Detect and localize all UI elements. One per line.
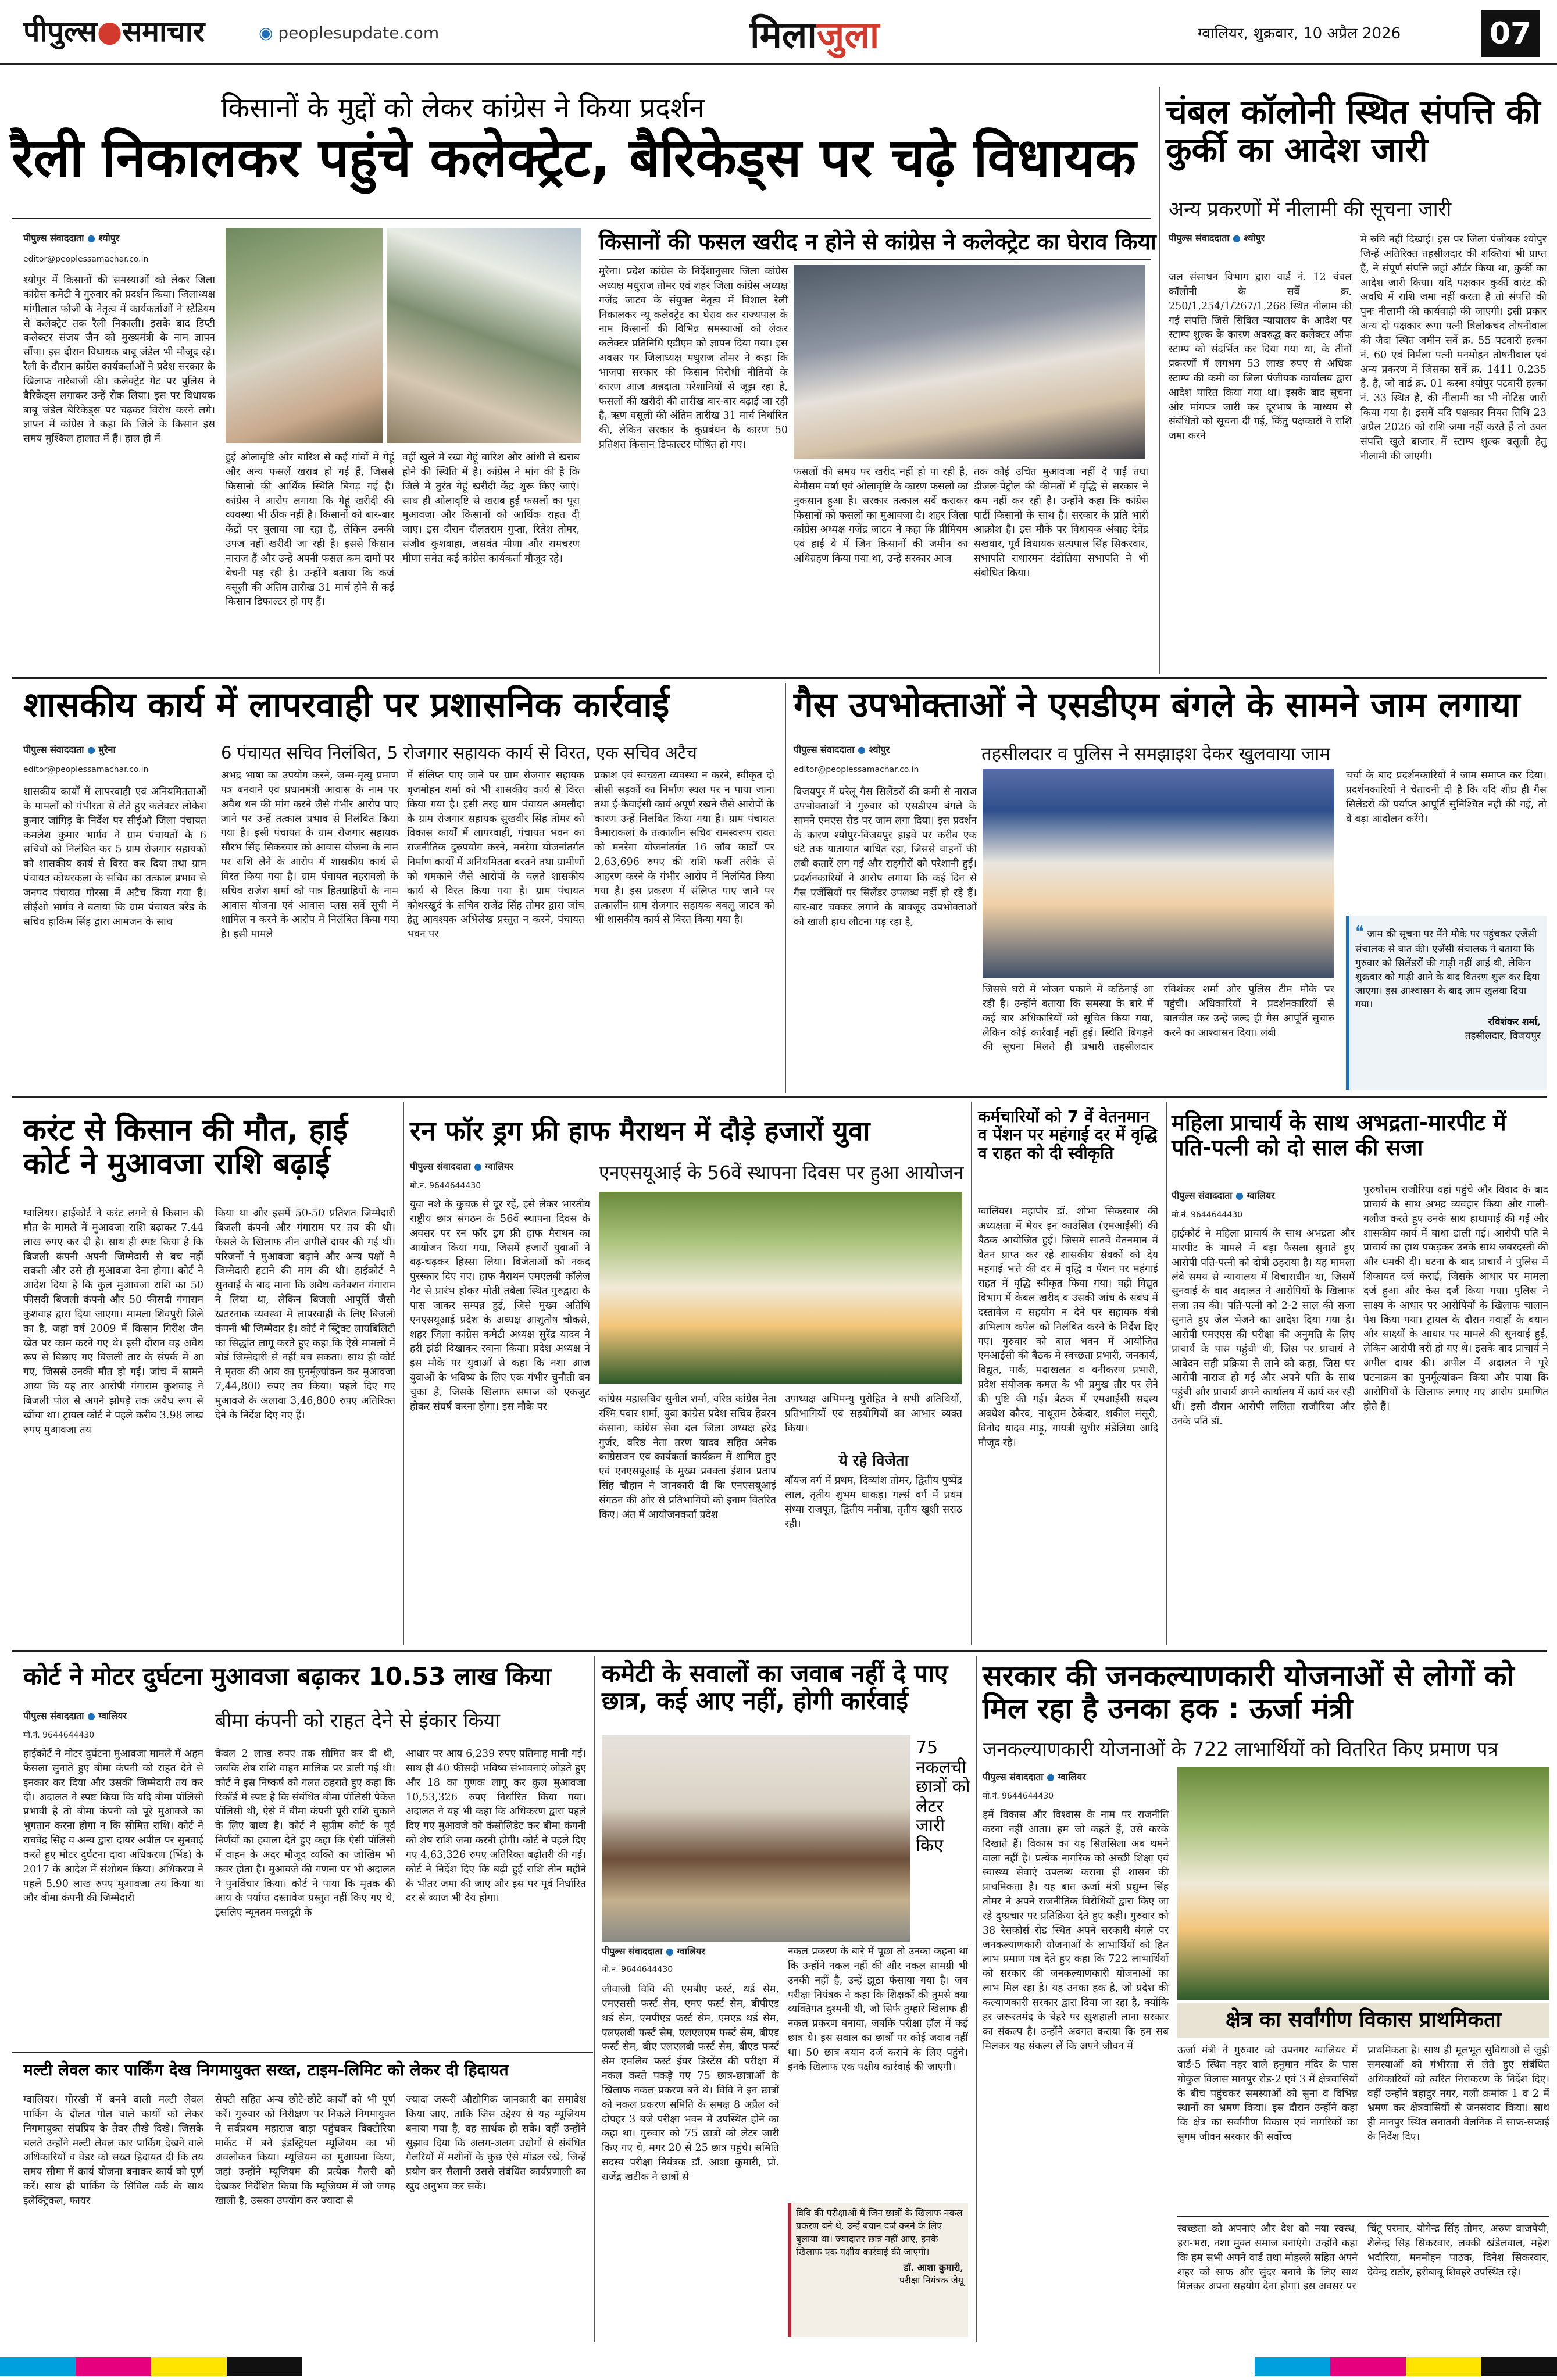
story13-byline (983, 1770, 1086, 1783)
byline-name: पीपुल्स संवाददाता (1172, 1190, 1233, 1201)
story12-headline: कमेटी के सवालों का जवाब नहीं दे पाए छात्र, कई आए नहीं, होगी कार्रवाई (602, 1659, 948, 1716)
story13-col5: चिंटू परमार, योगेन्द्र सिंह तोमर, अरुण वाजपेयी, शैलेन्द्र सिंह सिकरवार, लक्की खंडेलवाल, महेश भदौरिया, मनमोहन पाठक, दिनेश सिकरवार, देवेन्द्र राठौर, हरीबाबू शिवहरे उपस्थित रहे। (1367, 2223, 1549, 2278)
masthead (0, 0, 1557, 65)
story11-col1: ग्वालियर। गोरखी में बनने वाली मल्टी लेवल पार्किंग के दौलत पोल वाले कार्यों को लेकर निगमायुक्त संघप्रिय के तेवर तीखे दिखे। जिसके चलते उन्होंने मल्टी लेवल कार पार्किंग देखने वाले अधिकारियों व वेंडर को सख्त हिदायत दी कि तय समय सीमा में कार्य योजना बनाकर कार्य को पूर्ण करें। साथ ही पार्किंग के सिविल वर्क के साथ इलेक्ट्रिकल, फायर (23, 2094, 203, 2207)
divider (976, 1656, 977, 2342)
quote-icon: ❝ (1355, 922, 1365, 941)
story12-col2: नकल प्रकरण के बारे में पूछा तो उनका कहना था कि उन्होंने नकल नहीं की और नकल सामग्री भी उनकी नहीं है, उन्हें झूठा फंसाया गया है। जब परीक्षा नियंत्रक ने कहा कि शिक्षकों की तुमसे क्या व्यक्तिगत दुश्मनी थी, जो सिर्फ तुम्हारे खिलाफ ही नकल प्रकरण बनाया, जबकि परीक्षा हॉल में कई छात्र थे। इस सवाल का छात्रों पर कोई जवाब नहीं था। 50 छात्र बयान दर्ज कराने के लिए पहुंचे। इनके खिलाफ एक पक्षीय कार्रवाई की जाएगी। (788, 1946, 968, 2073)
magenta-block (76, 2357, 151, 2376)
yellow-block (1406, 2357, 1481, 2376)
divider (971, 1102, 972, 1645)
story4-byline (23, 743, 116, 756)
story12-col1: जीवाजी विवि की एमबीए फर्स्ट, थर्ड सेम, एमएससी फर्स्ट सेम, एमए फर्स्ट सेम, बीपीएड थर्ड सेम, एमपीएड फर्स्ट सेम, एमएड थर्ड सेम, एलएलबी फर्स्ट सेम, एलएलएम फर्स्ट सेम, बीएड फर्स्ट सेम, बीए एलएलबी फर्स्ट सेम, बीएड फर्स्ट सेम एमलिब फर्स्ट ईयर डिस्टेंस की परीक्षा में नकल करते पकड़े गए 75 छात्र-छात्राओं के खिलाफ नकल प्रकरण बने थे। विवि ने इन छात्रों को नकल प्रकरण समिति के समक्ष 8 अप्रैल को दोपहर 3 बजे परीक्षा भवन में उपस्थित होने का कहा था। गुरुवार को 75 छात्रों को लेटर जारी किए गए थे, मगर 20 से 25 छात्र पहुंचे। समिति सदस्य परीक्षा नियंत्रक डॉ. आशा कुमारी, प्रो. राजेंद्र खटीक ने छात्रों से (602, 1984, 779, 2183)
story5-col1: विजयपुर में घरेलू गैस सिलेंडरों की कमी से नाराज उपभोक्ताओं ने गुरुवार को एसडीएम बंगले के सामने एमएस रोड पर जाम लगा दिया। इस प्रदर्शन के कारण श्योपुर-विजयपुर हाइवे पर करीब एक घंटे तक यातायात बाधित रहा, जिससे वाहनों की लंबी कतारें लग गईं और राहगीरों को परेशानी हुई। प्रदर्शनकारियों ने आरोप लगाया कि कई दिन से गैस एजेंसियों पर सिलेंडर उपलब्ध नहीं हो रहे हैं। बार-बार चक्कर लगाने के बावजूद उपभोक्ताओं को खाली हाथ लौटना पड़ रहा है, (794, 786, 977, 928)
story5-quote-title: तहसीलदार, विजयपुर (1465, 1030, 1541, 1042)
globe-icon: ◉ (259, 23, 273, 42)
story5-email: editor@peoplessamachar.co.in (794, 765, 919, 774)
page-number: 07 (1481, 10, 1540, 57)
story2-col1: मुरैना। प्रदेश कांग्रेस के निर्देशानुसार जिला कांग्रेस अध्यक्ष मधुराज तोमर एवं शहर जिला कांग्रेस अध्यक्ष गजेंद्र जाटव के संयुक्त नेतृत्व में विशाल रैली निकालकर न्यू कलेक्ट्रेट का घेराव कर राज्यपाल के नाम किसानों की विभिन्न समस्याओं को लेकर कलेक्टर प्रतिनिधि एडीएम को ज्ञापन दिया गया। इस अवसर पर जिलाध्यक्ष मधुराज तोमर ने कहा कि भाजपा सरकार की किसान विरोधी नीतियों के कारण आज अन्नदाता परेशानियों से जूझ रहा है, फसलों की खरीदी की तारीख बार-बार बढ़ाई जा रही है, ऋण वसूली की अंतिम तारीख 31 मार्च निर्धारित की, लेकिन सरकार के कुप्रबंधन के कारण 50 प्रतिशत किसान डिफाल्टर घोषित हो गए। (599, 266, 788, 451)
divider (1177, 2216, 1549, 2217)
byline-name: पीपुल्स संवाददाता (23, 233, 84, 244)
story5-col3: चर्चा के बाद प्रदर्शनकारियों ने जाम समाप्त कर दिया। प्रदर्शनकारियों ने चेतावनी दी है कि यदि शीघ्र ही गैस सिलेंडरों की पर्याप्त आपूर्ति सुनिश्चित नहीं की गई, तो वे बड़ा आंदोलन करेंगे। (1346, 770, 1547, 825)
story1-kicker: किसानों के मुद्दों को लेकर कांग्रेस ने किया प्रदर्शन (221, 92, 705, 124)
story4-headline: शासकीय कार्य में लापरवाही पर प्रशासनिक कार्रवाई (23, 685, 670, 726)
story5-quote (1346, 916, 1547, 1090)
black-block (1481, 2357, 1557, 2376)
story4-subhead: 6 पंचायत सचिव निलंबित, 5 रोजगार सहायक कार्य से विरत, एक सचिव अटैच (221, 743, 697, 763)
story7-photo (599, 1192, 962, 1384)
story6-headline: करंट से किसान की मौत, हाई कोर्ट ने मुआवजा राशि बढ़ाई (23, 1113, 348, 1182)
story5-photo (983, 769, 1334, 978)
divider (12, 1096, 1547, 1098)
dateline: ग्वालियर, शुक्रवार, 10 अप्रैल 2026 (1198, 25, 1401, 42)
story1-byline (23, 231, 119, 244)
story12-side-text: 75 नकलची छात्रों को लेटर जारी किए (916, 1738, 970, 1856)
divider (12, 677, 1547, 679)
byline-location: ग्वालियर (485, 1161, 513, 1172)
section-title-a: मिला (750, 14, 817, 57)
story6-col2: किया था और इसमें 50-50 प्रतिशत जिम्मेदारी बिजली कंपनी और गंगाराम पर तय की थी। फैसले के खिलाफ तीन अपीलें दायर की गई थीं। परिजनों ने मुआवजा बढ़ाने और अन्य पक्षों ने जिम्मेदारी हटाने की मांग की थी। हाईकोर्ट ने सुनवाई के बाद माना कि अवैध कनेक्शन गंगाराम ने लिया था, लेकिन बिजली आपूर्ति जैसी खतरनाक व्यवस्था में लापरवाही के लिए बिजली कंपनी भी जिम्मेदार है। कोर्ट ने स्ट्रिक्ट लायबिलिटी का सिद्धांत लागू करते हुए कहा कि ऐसे मामलों में बोर्ड जिम्मेदारी से नहीं बच सकता। साथ ही कोर्ट ने मृतक की आय का पुनर्मूल्यांकन कर मुआवजा 7,44,800 रुपए तय किया। पहले दिए गए मुआवजे के अलावा 3,46,800 रुपए अतिरिक्त देने के निर्देश दिए गए हैं। (215, 1207, 395, 1421)
story2-headline: किसानों की फसल खरीद न होने से कांग्रेस ने कलेक्ट्रेट का घेराव किया (599, 229, 1156, 255)
story12-quote-text: विवि की परीक्षाओं में जिन छात्रों के खिलाफ नकल प्रकरण बने थे, उन्हें बयान दर्ज करने के लिए बुलाया था। ज्यादातर छात्र नहीं आए, इनके खिलाफ एक पक्षीय कार्रवाई की जाएगी। (796, 2207, 963, 2258)
story11-col3: ज्यादा जरूरी औद्योगिक जानकारी का समावेश किया जाए, ताकि जिस उद्देश्य से यह म्यूजियम बनाया गया है, वह सार्थक हो सके। वहीं उन्होंने सुझाव दिया कि अलग-अलग उद्योगों से संबंधित गैलरियों में मशीनों के कुछ ऐसे मॉडल रखे, जिन्हें प्रयोग कर सैलानी उससे संबंधित कार्यप्रणाली का खुद अनुभव कर सकें। (406, 2094, 586, 2193)
story12-quote-name: डॉ. आशा कुमारी, (903, 2261, 963, 2273)
story1-col3: वहीं खुले में रखा गेहूं बारिश और आंधी से खराब होने की स्थिति में है। कांग्रेस ने मांग की है कि जिले में तुरंत गेहूं खरीदी केंद्र शुरू किए जाएं। साथ ही ओलावृष्टि से खराब हुई फसलों का पूरा मुआवजा और किसानों को आर्थिक राहत दी जाए। इस दौरान दौलतराम गुप्ता, रितेश तोमर, संजीव कुशवाहा, जसवंत मीणा और रामचरण मीणा समेत कई कांग्रेस कार्यकर्ता मौजूद रहे। (402, 452, 580, 564)
story7-byline (410, 1160, 513, 1173)
byline-name: पीपुल्स संवाददाता (983, 1771, 1044, 1782)
logo-dot-icon: ● (97, 15, 123, 48)
story12-quote-title: परीक्षा नियंत्रक जेयू (899, 2274, 963, 2286)
story10-col3: आधार पर आय 6,239 रुपए प्रतिमाह मानी गई। साथ ही 40 फीसदी भविष्य संभावनाएं जोड़ते हुए और 18 का गुणक लागू कर कुल मुआवजा 10,53,326 रुपए निर्धारित किया गया। अदालत ने यह भी कहा कि अधिकरण द्वारा पहले दिए गए मुआवजे को कंसोलिडेट कर बीमा कंपनी को शेष राशि जमा करनी होगी। कोर्ट ने पहले दिए गए 4,63,326 रुपए अतिरिक्त बढ़ोतरी की गई। कोर्ट ने निर्देश दिए कि बढ़ी हुई राशि तीन महीने के भीतर जमा की जाए और इस पर पूर्व निर्धारित दर से ब्याज भी देय होगा। (406, 1748, 586, 1904)
website-link[interactable] (259, 23, 439, 42)
story4-col3: में संलिप्त पाए जाने पर ग्राम रोजगार सहायक बृजमोहन शर्मा को भी शासकीय कार्य से विरत किया गया है। इसी तरह ग्राम पंचायत अमलौदा के ग्राम रोजगार सहायक सुखवीर सिंह तोमर को विकास कार्यों में लापरवाही, पंचायत भवन का राजनीतिक दुरुपयोग करने, मनरेगा योजनांतर्गत निर्माण कार्यों में अनियमितता बरतने तथा ग्रामीणों को धमकाने जैसे आरोपों के चलते शासकीय कार्य से विरत किया गया है। ग्राम पंचायत कोथरखुर्द के सचिव राजेंद्र सिंह तोमर द्वारा जांच हेतु आवश्यक अभिलेख प्रस्तुत न करने, पंचायत भवन पर (407, 770, 584, 941)
story9-col1: हाईकोर्ट ने महिला प्राचार्य के साथ अभद्रता और मारपीट के मामले में बड़ा फैसला सुनाते हुए आरोपी पति-पत्नी को दोषी ठहराया है। यह मामला लंबे समय से न्यायालय में विचाराधीन था, जिसमें सुनवाई के बाद अदालत ने आरोपियों के खिलाफ सजा तय की। पति-पत्नी को 2-2 साल की सजा सुनाते हुए जेल भेजने का आदेश दिया गया है। आरोपी एमएएस की परीक्षा की अनुमति के लिए प्राचार्य के पास पहुंची थी, जिस पर प्राचार्य ने आवेदन सही प्रक्रिया से लाने को कहा, जिस पर आरोपी नाराज हो गई और अपने पति के साथ पहुंची और प्राचार्य अपने कार्यालय में कार्य कर रही थीं। इसी दौरान आरोपी ललिता राजौरिया और उनके पति डॉ. (1172, 1228, 1355, 1427)
story3-byline (1169, 231, 1265, 244)
bullet-icon: ● (473, 1161, 482, 1172)
divider (12, 1650, 1547, 1652)
story7-winners-title: ये रहे विजेता (838, 1452, 909, 1470)
cyan-block (1255, 2357, 1330, 2376)
story1-photo-2 (387, 228, 581, 443)
divider (599, 259, 1151, 260)
story10-headline: कोर्ट ने मोटर दुर्घटना मुआवजा बढ़ाकर 10.53 लाख किया (23, 1662, 551, 1691)
story3-subhead: अन्य प्रकरणों में नीलामी की सूचना जारी (1169, 198, 1452, 221)
story12-byline (602, 1945, 705, 1957)
byline-location: ग्वालियर (1247, 1190, 1275, 1201)
story10-col1: हाईकोर्ट ने मोटर दुर्घटना मुआवजा मामले में अहम फैसला सुनाते हुए बीमा कंपनी को राहत देने से इनकार कर दिया और उसकी जिम्मेदारी तय कर दी। अदालत ने स्पष्ट किया कि यदि बीमा पॉलिसी प्रभावी है तो बीमा कंपनी को पूरे मुआवजे का भुगतान करना होगा न कि सीमित राशि। कोर्ट ने राघवेंद्र सिंह व अन्य द्वारा दायर अपील पर सुनवाई करते हुए मोटर दुर्घटना दावा अधिकरण (भिंड) के 2017 के आदेश में संशोधन किया। अधिकरण ने पहले 5.90 लाख रुपए मुआवजा तय किया था और बीमा कंपनी की जिम्मेदारी (23, 1748, 203, 1904)
story1-headline: रैली निकालकर पहुंचे कलेक्ट्रेट, बैरिकेड्स पर चढ़े विधायक (12, 127, 1137, 189)
story13-phone: मो.नं. 9644644430 (983, 1792, 1054, 1801)
story3-col1: जल संसाधन विभाग द्वारा वार्ड नं. 12 चंबल कॉलोनी के सर्वे क्र. 250/1,254/1/267/1,268 स्थित नीलाम की गई संपत्ति जिसे सिविल न्यायालय के आदेश पर स्टाम्प शुल्क के कारण अवरुद्ध कर कलेक्टर ऑफ स्टाम्प को संदर्भित कर दिया गया था, के तीनों प्रकरणों में लगभग 53 लाख रुपए से अधिक स्टाम्प की कमी का जिला पंजीयक कार्यालय द्वारा आदेश पारित किया गया था। इसके बाद सूचना और मांगपत्र जारी कर दूरभाष के माध्यम से संबंधितों को सूचना दी गई, किंतु पक्षकारों ने राशि जमा करने (1169, 271, 1352, 442)
story13-photo (1177, 1767, 1549, 2000)
story13-caption: क्षेत्र का सर्वांगीण विकास प्राथमिकता (1177, 2003, 1549, 2038)
story8-headline: कर्मचारियों को 7 वें वेतनमान व पेंशन पर महंगाई दर में वृद्धि व राहत को दी स्वीकृति (978, 1107, 1158, 1163)
color-registration-strip (0, 2357, 1557, 2376)
story6-col1: ग्वालियर। हाईकोर्ट ने करंट लगने से किसान की मौत के मामले में मुआवजा राशि बढ़ाकर 7.44 लाख रुपए कर दी है। साथ ही स्पष्ट किया है कि बिजली कंपनी अपनी जिम्मेदारी से बच नहीं सकती और उसे ही मुआवजा देना होगा। कोर्ट ने आदेश दिया है कि कुल मुआवजा राशि का 50 फीसदी बिजली कंपनी और 50 फीसदी गंगाराम कुशवाह द्वारा दिया जाएगा। मामला शिवपुरी जिले का है, जहां वर्ष 2009 में किसान गिरीश जैन खेत पर काम करने गए थे। इसी दौरान वह अवैध रूप से बिछाए गए बिजली तार के संपर्क में आ गए, जिससे उनकी मौत हो गई। जांच में सामने आया कि यह तार आरोपी गंगाराम कुशवाह ने बिजली पोल से अपने झोपड़े तक अवैध रूप से खींचा था। ट्रायल कोर्ट ने पहले करीब 3.98 लाख रुपए मुआवजा तय (23, 1207, 203, 1436)
divider (12, 2052, 593, 2053)
story7-subhead: एनएसयूआई के 56वें स्थापना दिवस पर हुआ आयोजन (599, 1162, 964, 1184)
story2-col3: तक कोई उचित मुआवजा नहीं दे पाई तथा डीजल-पेट्रोल की कीमतों में वृद्धि से सरकार ने कम नहीं कर रही है। उन्होंने कहा कि कांग्रेस पार्टी किसानों के साथ है। सरकार के प्रति भारी आक्रोश है। इस मौके पर विधायक अंबाह देवेंद्र सखवार, पूर्व विधायक सत्यपाल सिंह सिकरवार, सभापति राधारमन दंडोतिया सभापति ने भी संबोधित किया। (974, 466, 1148, 579)
story7-winners: बॉयज वर्ग में प्रथम, दिव्यांश तोमर, द्वितीय पुष्पेंद्र लाल, तृतीय शुभम धाकड़। गर्ल्स वर्ग में प्रथम संध्या राजपूत, द्वितीय मनीषा, तृतीय खुशी सराठ रही। (785, 1475, 962, 1530)
story13-headline: सरकार की जनकल्याणकारी योजनाओं से लोगों को मिल रहा है उनका हक : ऊर्जा मंत्री (983, 1659, 1515, 1725)
byline-name: पीपुल्स संवाददाता (410, 1161, 471, 1172)
bullet-icon: ● (1235, 1190, 1244, 1201)
story10-phone: मो.नं. 9644644430 (23, 1731, 95, 1740)
byline-name: पीपुल्स संवाददाता (1169, 233, 1230, 244)
black-block (227, 2357, 302, 2376)
story9-phone: मो.नं. 9644644430 (1172, 1210, 1243, 1220)
story5-quote-name: रविशंकर शर्मा, (1488, 1016, 1541, 1028)
story8-col1: ग्वालियर। महापौर डॉ. शोभा सिकरवार की अध्यक्षता में मेयर इन काउंसिल (एमआईसी) की बैठक आयोजित हुई। जिसमें सातवें वेतनमान में वेतन प्राप्त कर रहे शासकीय सेवकों को देय महंगाई भत्ते की दर में वृद्धि व पेंशन पर महंगाई राहत में वृद्धि स्वीकृत किया गया। वहीं विद्युत विभाग में केबल खरीद व उसकी जांच के संबंध में दस्तावेज व सहयोग न देने पर सहायक यंत्री अभिलाष कपेल को निलंबित करने के निर्देश दिए गए। गुरुवार को बाल भवन में आयोजित एमआईसी की बैठक में स्वच्छता प्रभारी, जनकार्य, विद्युत, पार्क, मदाखलत व वनीकरण प्रभारी, प्रदेश संयोजक कमल के भी प्रमुख तौर पर लेने की पुष्टि की गई। बैठक में एमआईसी सदस्य अवधेश कौरव, नाथूराम ठेकेदार, शकील मंसूरी, विनोद यादव माड़ू, गायत्री सुधीर मंडेलिया आदि मौजूद रहे। (978, 1206, 1158, 1449)
story1-photo-1 (226, 228, 383, 443)
story13-col2: ऊर्जा मंत्री ने गुरुवार को उपनगर ग्वालियर में वार्ड-5 स्थित नहर वाले हनुमान मंदिर के पास गोकुल विलास मानपुर रोड-2 एवं 3 में क्षेत्रवासियों के बीच पहुंचकर समस्याओं को सुना व विभिन्न स्थानों का भ्रमण किया। इस दौरान उन्होंने कहा कि क्षेत्र का सर्वांगीण विकास एवं नागरिकों का सुगम जीवन सरकार की सर्वोच्च (1177, 2045, 1358, 2143)
story10-subhead: बीमा कंपनी को राहत देने से इंकार किया (215, 1709, 501, 1732)
story13-subhead: जनकल्याणकारी योजनाओं के 722 लाभार्थियों को वितरित किए प्रमाण पत्र (983, 1738, 1498, 1760)
byline-name: पीपुल्स संवाददाता (23, 744, 84, 755)
story1-col2: हुई ओलावृष्टि और बारिश से कई गांवों में गेहूं और अन्य फसलें खराब हो गई हैं, जिससे किसानों की आर्थिक स्थिति बिगड़ गई है। कांग्रेस ने आरोप लगाया कि गेहूं खरीदी की व्यवस्था भी ठीक नहीं है। किसानों को बार-बार केंद्रों पर बुलाया जा रहा है, लेकिन उनकी उपज नहीं खरीदी जा रही है। इससे किसान नाराज हैं और उन्हें अपनी फसल कम दामों पर बेचनी पड़ रही है। उन्होंने बताया कि कर्ज वसूली की अंतिम तारीख 31 मार्च होने से कई किसान डिफाल्टर हो गए हैं। (226, 452, 394, 608)
divider (594, 1656, 595, 2342)
section-title-b: जुला (816, 14, 880, 57)
logo-left: पीपुल्स (23, 15, 97, 48)
story11-col2: सेफ्टी सहित अन्य छोटे-छोटे कार्यों को भी पूर्ण करें। गुरुवार को निरीक्षण पर निकले निगमायुक्त ने सर्वप्रथम महाराज बाड़ा पहुंचकर विक्टोरिया मार्केट में बने इंडस्ट्रियल म्यूजियम का भी अवलोकन किया। म्यूजियम का मुआयना किया, जहां उन्होंने म्यूजियम की प्रत्येक गैलरी को देखकर निर्देशित किया कि म्यूजियम में जो जगह खाली है, उसका उपयोग कर ज्यादा से (215, 2094, 395, 2207)
yellow-block (151, 2357, 227, 2376)
byline-location: मुरैना (98, 744, 116, 755)
story10-col2: केवल 2 लाख रुपए तक सीमित कर दी थी, जबकि शेष राशि वाहन मालिक पर डाली गई थी। कोर्ट ने इस निष्कर्ष को गलत ठहराते हुए कहा कि रिकॉर्ड में स्पष्ट है कि संबंधित बीमा पॉलिसी पैकेज पॉलिसी थी, ऐसे में बीमा कंपनी पूरी राशि चुकाने के लिए बाध्य है। कोर्ट ने सुप्रीम कोर्ट के पूर्व निर्णयों का हवाला देते हुए कहा कि ऐसी पॉलिसी में वाहन के अंदर मौजूद व्यक्ति का जोखिम भी कवर होता है। मुआवजे की गणना पर भी अदालत ने पुनर्विचार किया। कोर्ट ने पाया कि मृतक की आय के पर्याप्त दस्तावेज प्रस्तुत नहीं किए गए थे, इसलिए न्यूनतम मजदूरी के (215, 1748, 395, 1919)
story4-col2: अभद्र भाषा का उपयोग करने, जन्म-मृत्यु प्रमाण पत्र बनवाने एवं प्रधानमंत्री आवास के नाम पर अवैध धन की मांग करने जैसे गंभीर आरोप पाए जाने पर उन्हें तत्काल प्रभाव से निलंबित किया गया है। इसी पंचायत के ग्राम रोजगार सहायक सौरभ सिंह सिकरवार को आवास योजना के नाम पर राशि लेने के आरोप में शासकीय कार्य से विरत किया गया है। ग्राम पंचायत नहरावली के सचिव राजेश शर्मा को पात्र हितग्राहियों के नाम आवास योजना एवं आवास प्लस सर्वे सूची में शामिल न करने के आरोप में निलंबित किया गया है। इसी मामले (221, 770, 398, 941)
byline-name: पीपुल्स संवाददाता (794, 744, 855, 755)
byline-name: पीपुल्स संवाददाता (602, 1946, 663, 1957)
story9-headline: महिला प्राचार्य के साथ अभद्रता-मारपीट में पति-पत्नी को दो साल की सजा (1172, 1110, 1506, 1160)
story5-subhead: तहसीलदार व पुलिस ने समझाइश देकर खुलवाया जाम (981, 744, 1330, 764)
story12-phone: मो.नं. 9644644430 (602, 1965, 673, 1974)
story7-headline: रन फॉर ड्रग फ्री हाफ मैराथन में दौड़े हजारों युवा (410, 1115, 870, 1146)
byline-location: श्योपुर (869, 744, 890, 755)
bullet-icon: ● (1232, 233, 1241, 244)
story7-col1: युवा नशे के कुचक्र से दूर रहें, इसे लेकर भारतीय राष्ट्रीय छात्र संगठन के 56वें स्थापना दिवस के अवसर पर रन फॉर ड्रग फ्री हाफ मैराथन का आयोजन किया गया, जिसमें हजारों युवाओं ने बढ़-चढ़कर हिस्सा लिया। विजेताओं को नकद पुरस्कार दिए गए। हाफ मैराथन एमएलबी कॉलेज गेट से प्रारंभ होकर मोती तबेला स्थित गुरुद्वारा के पास जाकर सम्पन्न हुई, जिसे मुख्य अतिथि एनएसयूआई प्रदेश के अध्यक्ष आशुतोष चौकसे, शहर जिला कांग्रेस कमेटी अध्यक्ष सुरेंद्र यादव ने हरी झंडी दिखाकर रवाना किया। प्रदेश अध्यक्ष ने इस मौके पर युवाओं से कहा कि नशा आज युवाओं के भविष्य के लिए एक गंभीर चुनौती बन चुका है, जिसके खिलाफ समाज को एकजुट होकर संघर्ष करना होगा। इस मौके पर (410, 1199, 590, 1413)
byline-location: ग्वालियर (677, 1946, 705, 1957)
story2-col2: फसलों की समय पर खरीद नहीं हो पा रही है, बेमौसम वर्षा एवं ओलावृष्टि के कारण फसलों का नुकसान हुआ है। सरकार तत्काल सर्वे कराकर किसानों को फसलों का मुआवजा दे। शहर जिला कांग्रेस अध्यक्ष गजेंद्र जाटव ने कहा कि प्रीमियम एवं हाई वे में जिन किसानों की जमीन का अधिग्रहण किया गया था, उन्हें सरकार आज (794, 466, 968, 565)
paper-logo (23, 10, 205, 51)
story4-col4: प्रकाश एवं स्वच्छता व्यवस्था न करने, स्वीकृत दो सीसी सड़कों का निर्माण स्थल पर न पाया जाना तथा ई-केवाईसी कार्य अपूर्ण रखने जैसे आरोपों के कारण उन्हें निलंबित किया गया है। ग्राम पंचायत कैमाराकलां के तत्कालीन सचिव रामस्वरूप रावत को मनरेगा योजनांतर्गत 16 जॉब कार्डों पर 2,63,696 रुपए की राशि फर्जी तरीके से आहरण करने के गंभीर आरोप में निलंबित किया गया है। इस प्रकरण में संलिप्त पाए जाने पर तत्कालीन ग्राम रोजगार सहायक बबलू जाटव को भी शासकीय कार्य से विरत किया गया है। (594, 770, 774, 926)
story5-col2: जिससे घरों में भोजन पकाने में कठिनाई आ रही है। उन्होंने बताया कि समस्या के बारे में कई बार अधिकारियों को सूचित किया गया, लेकिन कोई कार्रवाई नहीं हुई। स्थिति बिगड़ने की सूचना मिलते ही प्रभारी तहसीलदार रविशंकर शर्मा और पुलिस टीम मौके पर पहुंची। अधिकारियों ने प्रदर्शनकारियों से बातचीत कर उन्हें जल्द ही गैस आपूर्ति सुचारु करने का आश्वासन दिया। लंबी (983, 984, 1334, 1053)
bullet-icon: ● (87, 744, 95, 755)
story12-quote (788, 2203, 968, 2337)
story9-col2: पुरुषोत्तम राजौरिया वहां पहुंचे और विवाद के बाद प्राचार्य के साथ अभद्र व्यवहार किया और गाली-गलौज करते हुए उनके साथ हाथापाई की गई और शासकीय कार्य में बाधा डाली गई। आरोपी पति ने प्राचार्य का हाथ पकड़कर उनके साथ जबरदस्ती की और धमकी दी। घटना के बाद प्राचार्य ने पुलिस में शिकायत दर्ज कराई, जिसके आधार पर मामला दर्ज हुआ और केस दर्ज किया गया। पुलिस ने साक्ष्य के आधार पर आरोपियों के खिलाफ चालान पेश किया गया। ट्रायल के दौरान गवाहों के बयान और साक्ष्यों के आधार पर मामले की सुनवाई हुई, लेकिन आरोपी बरी हो गए थे। इसके बाद प्राचार्य ने अपील दायर की। अपील में अदालत ने पूरे घटनाक्रम का पुनर्मूल्यांकन किया और पाया कि आरोपियों के खिलाफ लगाए गए आरोप प्रमाणित होते हैं। (1363, 1184, 1548, 1413)
story7-col2: कांग्रेस महासचिव सुनील शर्मा, वरिष्ठ कांग्रेस नेता रश्मि पवार शर्मा, युवा कांग्रेस प्रदेश सचिव हेवरन कंसाना, कांग्रेस सेवा दल जिला अध्यक्ष हरेंद्र गुर्जर, वरिष्ठ नेता तरण यादव सहित अनेक कांग्रेसजन एवं कार्यकर्ता कार्यक्रम में शामिल हुए एवं एनएसयूआई के मुख्य प्रवक्ता ईशान प्रताप सिंह चौहान ने जानकारी दी कि एनएसयूआई संगठन की ओर से प्रतिभागियों को इनाम वितरित किए। अंत में आयोजनकर्ता प्रदेश (599, 1393, 776, 1521)
byline-name: पीपुल्स संवाददाता (23, 1710, 84, 1721)
story9-byline (1172, 1189, 1275, 1202)
magenta-block (1330, 2357, 1406, 2376)
byline-location: श्योपुर (1244, 233, 1265, 244)
bullet-icon: ● (87, 233, 95, 244)
story4-email: editor@peoplessamachar.co.in (23, 765, 149, 774)
website-text: peoplesupdate.com (278, 23, 440, 42)
bullet-icon: ● (1046, 1771, 1055, 1782)
logo-right: समाचार (122, 15, 205, 48)
byline-location: ग्वालियर (98, 1710, 127, 1721)
divider (1159, 87, 1160, 674)
divider (403, 1102, 404, 1645)
bullet-icon: ● (665, 1946, 674, 1957)
bullet-icon: ● (857, 744, 866, 755)
story12-photo (602, 1735, 910, 1942)
story13-col3: प्राथमिकता है। साथ ही मूलभूत सुविधाओं से जुड़ी समस्याओं को गंभीरता से लेते हुए संबंधित अधिकारियों को त्वरित निराकरण के निर्देश दिए। वहीं उन्होंने बहादुर नगर, गली क्रमांक 1 व 2 में भ्रमण कर क्षेत्रवासियों से जनसंवाद किया। साथ ही मानपुर स्थित सनातनी वेलनिक में साफ-सफाई के निर्देश दिए। (1367, 2045, 1549, 2143)
divider (1166, 1102, 1167, 1645)
cyan-block (0, 2357, 76, 2376)
story5-quote-text: जाम की सूचना पर मैंने मौके पर पहुंचकर एजेंसी संचालक से बात की। एजेंसी संचालक ने बताया कि गुरुवार को सिलेंडरों की गाड़ी नहीं आई थी, लेकिन शुक्रवार को गाड़ी आने के बाद वितरण शुरू कर दिया जाएगा। इस आश्वासन के बाद जाम खुलवा दिया गया। (1355, 928, 1540, 1011)
story7-col3: उपाध्यक्ष अभिमन्यु पुरोहित ने सभी अतिथियों, प्रतिभागियों एवं सहयोगियों का आभार व्यक्त किया। (785, 1393, 962, 1434)
story1-col1: श्योपुर में किसानों की समस्याओं को लेकर जिला कांग्रेस कमेटी ने गुरुवार को प्रदर्शन किया। जिलाध्यक्ष मांगीलाल फौजी के नेतृत्व में कार्यकर्ताओं ने स्टेडियम से कलेक्ट्रेट तक रैली निकाली। इसके बाद डिप्टी कलेक्टर संजय जैन को मुख्यमंत्री के नाम ज्ञापन सौंपा। इस दौरान विधायक बाबू जंडेल भी मौजूद रहे। रैली के दौरान कांग्रेस कार्यकर्ताओं ने प्रदेश सरकार के खिलाफ नारेबाजी की। कलेक्ट्रेट गेट पर पुलिस ने बैरिकेड्स लगाकर उन्हें रोक लिया। इस पर विधायक बाबू जंडेल बैरिकेड्स पर चढ़कर विरोध करने लगे। ज्ञापन में कांग्रेस ने कहा कि जिले के किसान इस समय मुश्किल हालात में हैं। हाल ही में (23, 274, 215, 445)
story5-byline (794, 743, 890, 756)
byline-location: श्योपुर (98, 233, 120, 244)
story13-col4: स्वच्छता को अपनाएं और देश को नया स्वस्थ, हरा-भरा, नशा मुक्त समाज बनाएंगे। उन्होंने कहा कि हम सभी अपने वार्ड तथा मोहल्ले सहित अपने शहर को साफ और सुंदर बनाने के लिए साथ मिलकर अपना सहयोग देना होगा। इस अवसर पर (1177, 2223, 1358, 2293)
story3-headline: चंबल कॉलोनी स्थित संपत्ति की कुर्की का आदेश जारी (1166, 92, 1541, 169)
story3-col2: में रुचि नहीं दिखाई। इस पर जिला पंजीयक श्योपुर जिन्हें अतिरिक्त तहसीलदार की शक्तियां भी प्राप्त हैं, ने संपूर्ण संपत्ति जहां ऑर्डर किया था, कुर्की का आदेश जारी किया। यदि पक्षकार कुर्की वारंट की अवधि में राशि जमा नहीं करता है तो संपत्ति की पुनः नीलामी की कार्यवाही की जाएगी। इसी प्रकार अन्य दो पक्षकार रूपा पत्नी त्रिलोकचंद तोषनीवाल की जैदा स्थित जमीन सर्वे क्र. 55 पटवारी हल्का नं. 60 एवं निर्मला पत्नी मनमोहन तोषनीवाल एवं अन्य प्रकरण में जिसका सर्वे क्र. 1411 0.235 है. है, जो वार्ड क्र. 01 कस्बा श्योपुर पटवारी हल्का नं. 33 स्थित है, की नीलामी का भी नोटिस जारी किया गया है। इसमें यदि पक्षकार नियत तिथि 23 अप्रैल 2026 को राशि जमा नहीं करते हैं तो उक्त संपत्ति खुले बाजार में स्टाम्प शुल्क वसूली हेतु नीलामी की जाएगी। (1360, 234, 1547, 462)
section-title (750, 8, 879, 59)
bullet-icon: ● (87, 1710, 95, 1721)
story13-col1: हमें विकास और विश्वास के नाम पर राजनीति करना नहीं आता। हम जो कहते हैं, उसे करके दिखाते हैं। विकास का यह सिलसिला अब थमने वाला नहीं है। प्रत्येक नागरिक को अच्छी शिक्षा एवं स्वास्थ्य सेवाएं उपलब्ध कराना ही शासन की प्राथमिकता है। यह बात ऊर्जा मंत्री प्रद्युम्न सिंह तोमर ने अपने राजनीतिक विरोधियों द्वारा किए जा रहे दुष्प्रचार पर प्रतिक्रिया देते हुए कही। गुरुवार को 38 रेसकोर्स रोड स्थित अपने सरकारी बंगले पर जनकल्याणकारी योजनाओं के लाभार्थियों को हित लाभ प्रमाण पत्र देते हुए कहा कि 722 लाभार्थियों को सरकार की जनकल्याणकारी योजनाओं का लाभ मिल रहा है। यह उनका हक है, जो प्रदेश की कल्याणकारी सरकार द्वारा दिया जा रहा है, क्योंकि हर जरूरतमंद के चेहरे पर खुशहाली लाना सरकार का संकल्प है। उन्होंने अवगत कराया कि हम सब मिलकर यह संकल्प लें कि अपने जीवन में (983, 1809, 1169, 2052)
divider (785, 683, 786, 1093)
byline-location: ग्वालियर (1058, 1771, 1086, 1782)
story7-phone: मो.नं. 9644644430 (410, 1181, 481, 1191)
divider (12, 218, 1151, 219)
story2-photo (794, 265, 1145, 459)
story1-email: editor@peoplessamachar.co.in (23, 255, 149, 264)
story10-byline (23, 1709, 127, 1722)
story4-col1: शासकीय कार्यों में लापरवाही एवं अनियमितताओं के मामलों को गंभीरता से लेते हुए कलेक्टर लोकेश कुमार जांगिड़ के निर्देश पर सीईओ जिला पंचायत कमलेश कुमार भार्गव ने ग्राम पंचायतों के 6 सचिवों को निलंबित कर 5 ग्राम रोजगार सहायकों को शासकीय कार्य से विरत कर दिया तथा ग्राम पंचायत कोथरकला के सचिव का तत्काल प्रभाव से जनपद पंचायत पोरसा में अटैच किया गया है। सीईओ भार्गव ने बताया कि ग्राम पंचायत बरैंड के सचिव हाकिम सिंह द्वारा आमजन के साथ (23, 786, 206, 928)
story5-headline: गैस उपभोक्ताओं ने एसडीएम बंगले के सामने जाम लगाया (794, 685, 1520, 726)
story11-headline: मल्टी लेवल कार पार्किंग देख निगमायुक्त सख्त, टाइम-लिमिट को लेकर दी हिदायत (23, 2060, 509, 2079)
